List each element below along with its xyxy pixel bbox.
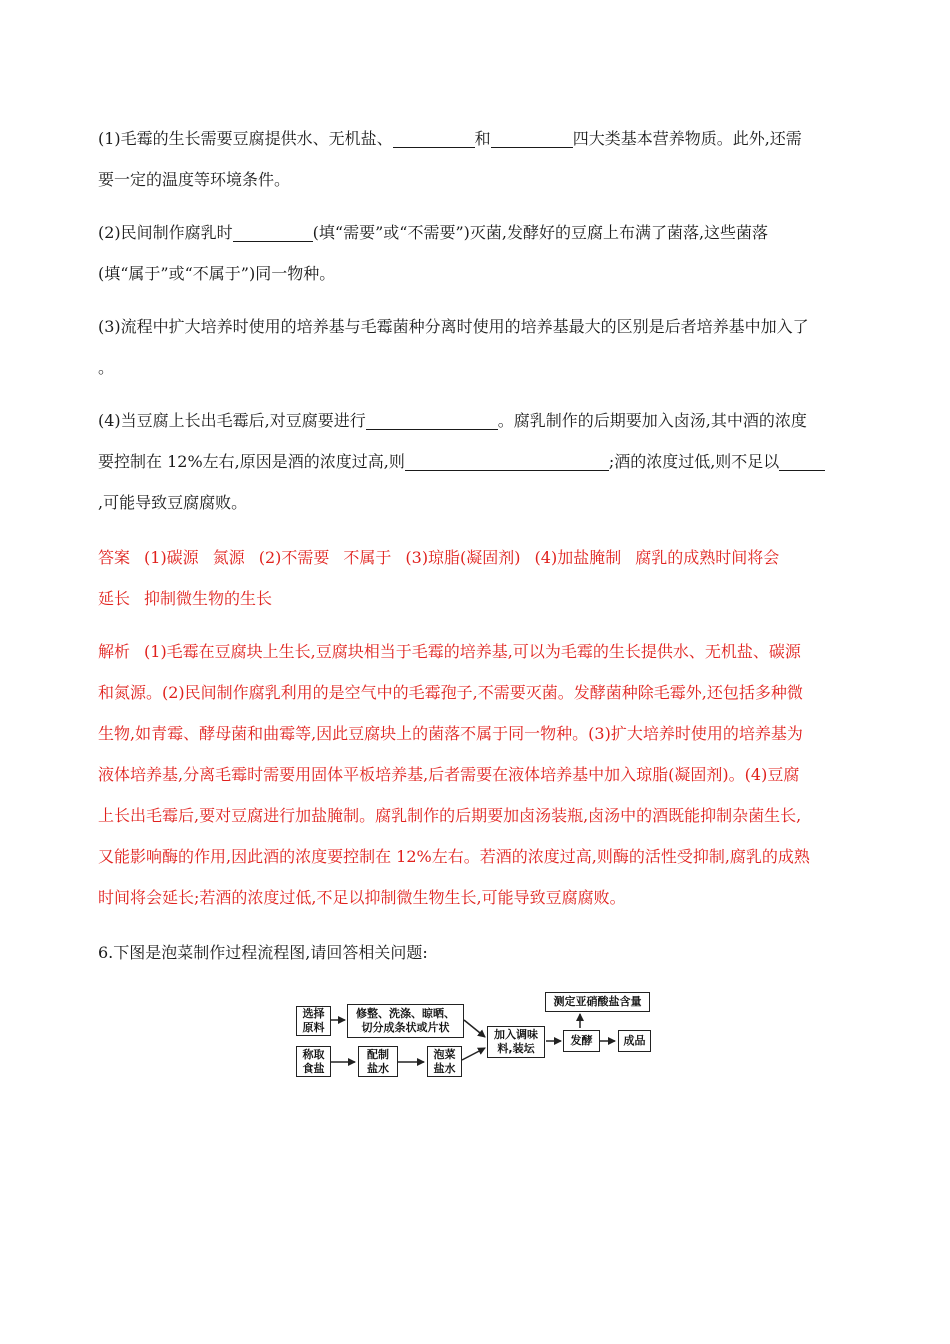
answer-line1 bbox=[98, 537, 850, 578]
q5-part3-line2: 。 bbox=[98, 358, 115, 377]
answer-blank bbox=[393, 129, 475, 148]
answer-block bbox=[98, 537, 850, 619]
q5-part1-text-c: 四大类基本营养物质。此外,还需 bbox=[572, 129, 802, 148]
box-text: 原料 bbox=[302, 1021, 325, 1034]
analysis-line2: 和氮源。(2)民间制作腐乳利用的是空气中的毛霉孢子,不需要灭菌。发酵菌种除毛霉外,还包括多种微 bbox=[98, 683, 803, 702]
box-text: 料,装坛 bbox=[497, 1042, 535, 1055]
q5-part2-text-b: (填“需要”或“不需要”)灭菌,发酵好的豆腐上布满了菌落,这些菌落 bbox=[312, 223, 769, 242]
answer-line2 bbox=[98, 578, 850, 619]
analysis-line1 bbox=[98, 631, 850, 672]
analysis-block bbox=[98, 631, 850, 918]
answer-item: 氮源 bbox=[212, 548, 245, 567]
q5-part1 bbox=[98, 118, 850, 200]
answer-item: 延长 bbox=[98, 589, 131, 608]
q6-title bbox=[98, 932, 850, 973]
box-text: 测定亚硝酸盐含量 bbox=[553, 995, 642, 1008]
analysis-label: 解析 bbox=[98, 642, 131, 661]
q5-part4-line1 bbox=[98, 400, 850, 441]
q5-part3 bbox=[98, 306, 850, 388]
arrow bbox=[462, 1048, 485, 1060]
box-measure-nitrite bbox=[545, 992, 650, 1012]
answer-blank bbox=[405, 452, 609, 471]
q5-part1-line2: 要一定的温度等环境条件。 bbox=[98, 170, 291, 189]
box-text: 发酵 bbox=[570, 1034, 593, 1047]
answer-item: 不属于 bbox=[343, 548, 392, 567]
q5-part2-line2: (填“属于”或“不属于”)同一物种。 bbox=[98, 264, 336, 283]
q5-part4 bbox=[98, 400, 850, 523]
answer-item: 抑制微生物的生长 bbox=[144, 589, 273, 608]
box-text: 食盐 bbox=[302, 1061, 325, 1075]
box-select-material bbox=[296, 1006, 331, 1036]
analysis-line3: 生物,如青霉、酵母菌和曲霉等,因此豆腐块上的菌落不属于同一物种。(3)扩大培养时使用的培养基为 bbox=[98, 724, 803, 743]
box-pickle-brine bbox=[427, 1046, 462, 1077]
box-text: 加入调味 bbox=[494, 1028, 538, 1041]
box-text: 称取 bbox=[302, 1047, 325, 1061]
q5-part2-line1 bbox=[98, 212, 850, 253]
answer-blank bbox=[779, 452, 825, 471]
box-text: 泡菜 bbox=[433, 1047, 456, 1061]
analysis-line5: 上长出毛霉后,要对豆腐进行加盐腌制。腐乳制作的后期要加卤汤装瓶,卤汤中的酒既能抑制杂菌生长, bbox=[98, 806, 802, 825]
box-text: 成品 bbox=[623, 1034, 646, 1047]
answer-blank bbox=[491, 129, 573, 148]
arrow bbox=[464, 1020, 485, 1037]
q5-part4-text-a: (4)当豆腐上长出毛霉后,对豆腐要进行 bbox=[98, 411, 366, 430]
analysis-text: (1)毛霉在豆腐块上生长,豆腐块相当于毛霉的培养基,可以为毛霉的生长提供水、无机盐、碳源 bbox=[144, 642, 801, 661]
q5-part1-line1 bbox=[98, 118, 850, 159]
answer-item: (4)加盐腌制 bbox=[534, 548, 622, 567]
analysis-line6: 又能影响酶的作用,因此酒的浓度要控制在 12%左右。若酒的浓度过高,则酶的活性受抑制,腐乳的成熟 bbox=[98, 847, 810, 866]
q5-part3-line1: (3)流程中扩大培养时使用的培养基与毛霉菌种分离时使用的培养基最大的区别是后者培养基中加入了 bbox=[98, 317, 809, 336]
box-text: 盐水 bbox=[433, 1061, 456, 1075]
q5-part4-text-b: 。腐乳制作的后期要加入卤汤,其中酒的浓度 bbox=[497, 411, 807, 430]
q5-part4-text-d: ;酒的浓度过低,则不足以 bbox=[608, 452, 780, 471]
box-add-seasoning bbox=[487, 1026, 545, 1058]
q5-part4-text-c: 要控制在 12%左右,原因是酒的浓度过高,则 bbox=[98, 452, 405, 471]
answer-item: (2)不需要 bbox=[258, 548, 330, 567]
box-trim-wash bbox=[347, 1004, 464, 1038]
box-text: 选择 bbox=[302, 1007, 325, 1020]
q5-part4-line2 bbox=[98, 441, 850, 482]
answer-blank bbox=[366, 411, 498, 430]
q5-part4-line3: ,可能导致豆腐腐败。 bbox=[98, 493, 248, 512]
box-make-brine bbox=[358, 1046, 398, 1077]
answer-blank bbox=[233, 223, 313, 242]
q5-part2 bbox=[98, 212, 850, 294]
answer-item: 腐乳的成熟时间将会 bbox=[635, 548, 780, 567]
answer-label: 答案 bbox=[98, 548, 131, 567]
box-text: 切分成条状或片状 bbox=[361, 1021, 450, 1034]
box-text: 配制 bbox=[367, 1047, 389, 1061]
analysis-line4: 液体培养基,分离毛霉时需要用固体平板培养基,后者需要在液体培养基中加入琼脂(凝固剂)。(4)豆腐 bbox=[98, 765, 800, 784]
q5-part2-text-a: (2)民间制作腐乳时 bbox=[98, 223, 233, 242]
answer-item: (1)碳源 bbox=[144, 548, 199, 567]
box-ferment bbox=[563, 1030, 600, 1052]
box-weigh-salt bbox=[296, 1046, 331, 1077]
box-text: 修整、洗涤、晾晒、 bbox=[356, 1007, 455, 1020]
q5-part1-text-a: (1)毛霉的生长需要豆腐提供水、无机盐、 bbox=[98, 129, 393, 148]
q6-title-text: 6.下图是泡菜制作过程流程图,请回答相关问题: bbox=[98, 943, 428, 962]
q5-part1-text-b: 和 bbox=[474, 129, 491, 148]
analysis-line7: 时间将会延长;若酒的浓度过低,不足以抑制微生物生长,可能导致豆腐腐败。 bbox=[98, 888, 626, 907]
box-product bbox=[618, 1030, 651, 1052]
answer-item: (3)琼脂(凝固剂) bbox=[405, 548, 521, 567]
box-text: 盐水 bbox=[367, 1061, 389, 1075]
